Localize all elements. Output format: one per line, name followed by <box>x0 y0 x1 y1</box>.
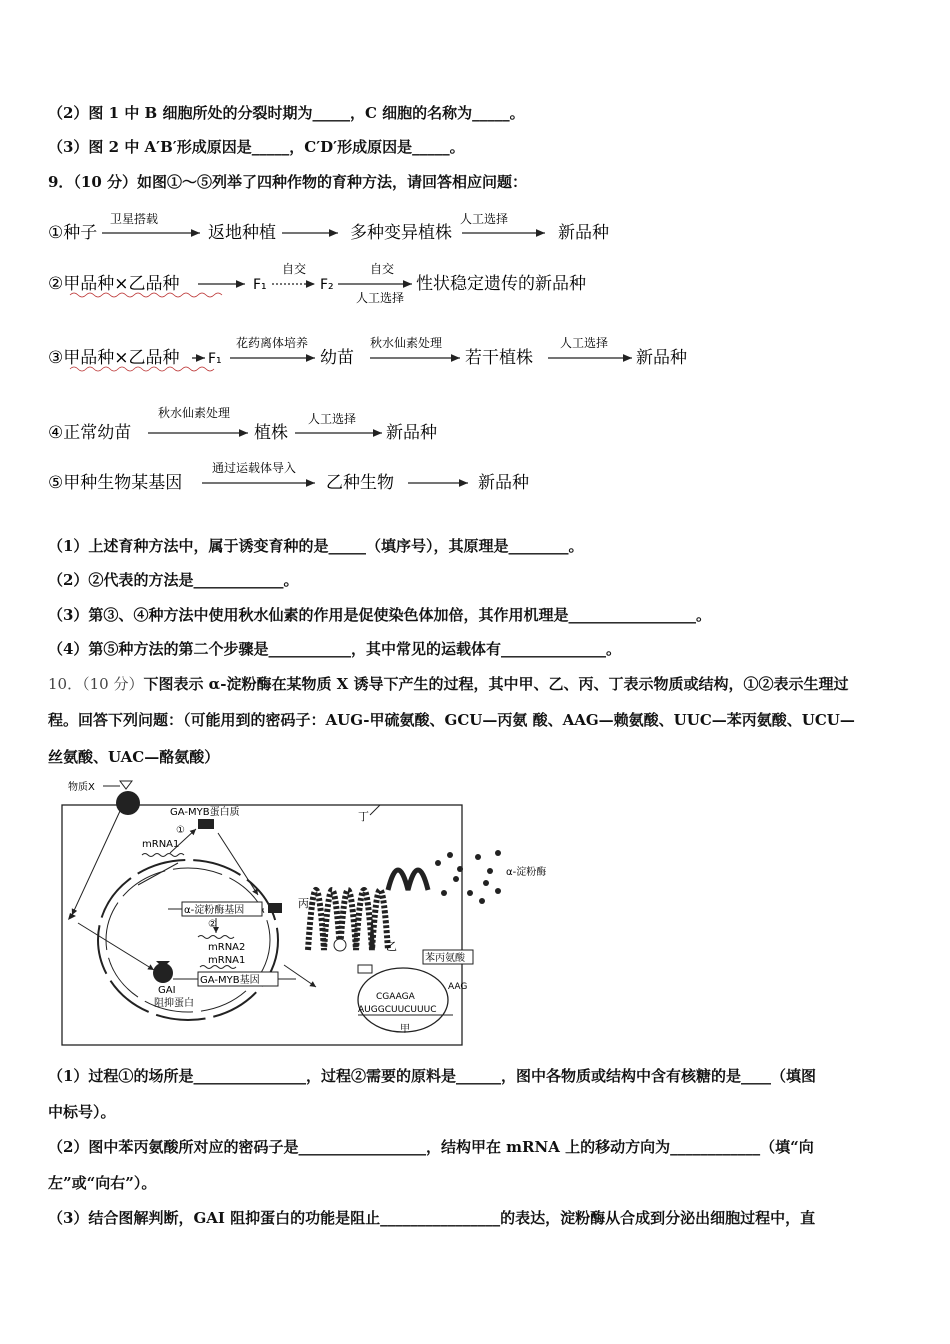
r1-label-space: 卫星搭载 <box>110 212 159 226</box>
q9-sub2: （2）②代表的方法是____________。 <box>48 571 299 589</box>
alpha-gene-label: α-淀粉酶基因 <box>184 905 245 916</box>
amylase-granules <box>435 850 501 904</box>
nuclear-envelope-outer <box>98 860 278 1020</box>
q9-sub4: （4）第⑤种方法的第二个步骤是___________，其中常见的运载体有______________。 <box>48 640 621 658</box>
er-vesicle <box>334 939 346 951</box>
mrna-export-arrow <box>284 965 316 987</box>
q10-line3: 丝氨酸、UAC—酪氨酸） <box>48 748 220 766</box>
q10-sub1: （1）过程①的场所是_______________，过程②需要的原料是______，图中各物质或结构中含有核糖的是____（填图 <box>48 1067 816 1085</box>
q8-line3: （3）图 2 中 A′B′形成原因是_____，C′D′形成原因是_____。 <box>48 138 465 156</box>
process-2-label: ② <box>208 919 217 930</box>
r3-label-select: 人工选择 <box>560 336 609 350</box>
anticodon-aag: AAG <box>448 982 468 992</box>
signal-triangle <box>68 913 76 920</box>
q9-header: 9．（10 分）如图①～⑤列举了四种作物的育种方法，请回答相应问题： <box>48 173 528 191</box>
r2-label-self1: 自交 <box>282 262 307 276</box>
ding-label: 丁 <box>358 810 369 823</box>
q10-sub2: （2）图中苯丙氨酸所对应的密码子是_________________，结构甲在 mRNA 上的移动方向为____________（填“向 <box>48 1138 814 1156</box>
ga-myb-gene-label: GA-MYB基因 <box>200 975 260 986</box>
r3-label-anther: 花药离体培养 <box>236 336 309 350</box>
jia-label: 甲 <box>400 1024 410 1035</box>
r2-f2: F₂ <box>320 277 334 293</box>
r4-label-select: 人工选择 <box>308 412 357 426</box>
repressor-label: 阻抑蛋白 <box>154 998 194 1009</box>
r1-seed: ①种子 <box>48 223 98 243</box>
mrna1-top <box>142 854 184 857</box>
gai-label: GAI <box>158 985 176 996</box>
r2-f1: F₁ <box>253 277 267 293</box>
r4-plant: 植株 <box>254 423 288 443</box>
q10-header-text: 下图表示 α-淀粉酶在某物质 X 诱导下产生的过程，其中甲、乙、丙、丁表示物质或结构，①②表示生理过 <box>143 675 849 693</box>
r5-new: 新品种 <box>478 473 529 493</box>
r3-f1: F₁ <box>208 351 222 367</box>
mrna1-mid-label: mRNA1 <box>208 955 246 966</box>
peptide-chain <box>358 965 372 973</box>
r3-cross: ③甲品种×乙品种 <box>48 348 180 368</box>
q10-sub1-cont: 中标号）。 <box>48 1103 116 1121</box>
anticodon-cgaaga: CGAAGA <box>376 992 415 1002</box>
q9-sub3: （3）第③、④种方法中使用秋水仙素的作用是促使染色体加倍，其作用机理是_________________。 <box>48 606 711 624</box>
r4-label-colchicine: 秋水仙素处理 <box>158 406 231 420</box>
r5-organism: 乙种生物 <box>326 473 394 493</box>
nuclear-export <box>138 863 178 885</box>
nuclear-envelope-inner <box>106 868 270 1012</box>
q10-sub3: （3）结合图解判断，GAI 阻抑蛋白的功能是阻止________________的表达，淀粉酶从合成到分泌出细胞过程中，直 <box>48 1209 816 1227</box>
process-1-label: ① <box>176 825 185 836</box>
r1-mutants: 多种变异植株 <box>350 223 452 243</box>
r3-label-colchicine: 秋水仙素处理 <box>370 336 443 350</box>
rough-er <box>308 890 388 950</box>
mrna1-top-label: mRNA1 <box>142 839 180 850</box>
q10-number: 10．（10 分） <box>48 675 144 693</box>
alpha-amylase-label: α-淀粉酶 <box>506 867 547 878</box>
ga-myb-protein-label: GA-MYB蛋白质 <box>170 807 240 818</box>
ga-myb-protein <box>198 819 214 829</box>
r5-gene: ⑤甲种生物某基因 <box>48 473 183 493</box>
q10-header <box>48 674 849 694</box>
ding-pointer <box>370 805 380 815</box>
amylase-induction-figure <box>58 775 578 1050</box>
r2-label-select: 人工选择 <box>356 291 405 305</box>
r4-new: 新品种 <box>386 423 437 443</box>
r5-label-vector: 通过运载体导入 <box>212 461 297 475</box>
yi-label: 乙 <box>386 940 397 953</box>
r1-label-select: 人工选择 <box>460 212 509 226</box>
mrna-sequence: AUGGCUUCUUUC <box>358 1005 437 1015</box>
to-gai-arrow <box>78 923 154 970</box>
r2-cross: ②甲品种×乙品种 <box>48 274 180 294</box>
mrna2-label: mRNA2 <box>208 942 246 953</box>
signal-arrow <box>72 811 120 915</box>
r1-return: 返地种植 <box>208 223 276 243</box>
q8-line2: （2）图 1 中 B 细胞所处的分裂时期为_____，C 细胞的名称为_____。 <box>48 104 525 122</box>
substance-x-triangle <box>120 781 132 789</box>
r3-new: 新品种 <box>636 348 687 368</box>
mrna2-wave <box>198 936 234 939</box>
protein-to-gene-arrow <box>218 833 258 895</box>
q10-line2: 程。回答下列问题：（可能用到的密码子：AUG-甲硫氨酸、GCU—丙氨 酸、AAG—赖氨酸、UUC—苯丙氨酸、UCU— <box>48 711 855 729</box>
r3-plants: 若干植株 <box>465 348 533 368</box>
q10-sub2-cont: 左”或“向右”）。 <box>48 1174 157 1192</box>
golgi <box>388 870 428 890</box>
r2-stable: 性状稳定遗传的新品种 <box>416 274 586 294</box>
r2-label-self2: 自交 <box>370 262 395 276</box>
ga-myb-bound <box>268 903 282 913</box>
bing-label: 丙 <box>298 897 309 910</box>
substance-x-label: 物质X <box>68 782 95 793</box>
phe-label: 苯丙氨酸 <box>425 953 465 964</box>
r3-seedling: 幼苗 <box>320 348 354 368</box>
breeding-methods-diagram <box>40 205 720 505</box>
r1-new: 新品种 <box>558 223 609 243</box>
q9-sub1: （1）上述育种方法中，属于诱变育种的是_____（填序号），其原理是________。 <box>48 537 584 555</box>
r4-seedling: ④正常幼苗 <box>48 423 132 443</box>
